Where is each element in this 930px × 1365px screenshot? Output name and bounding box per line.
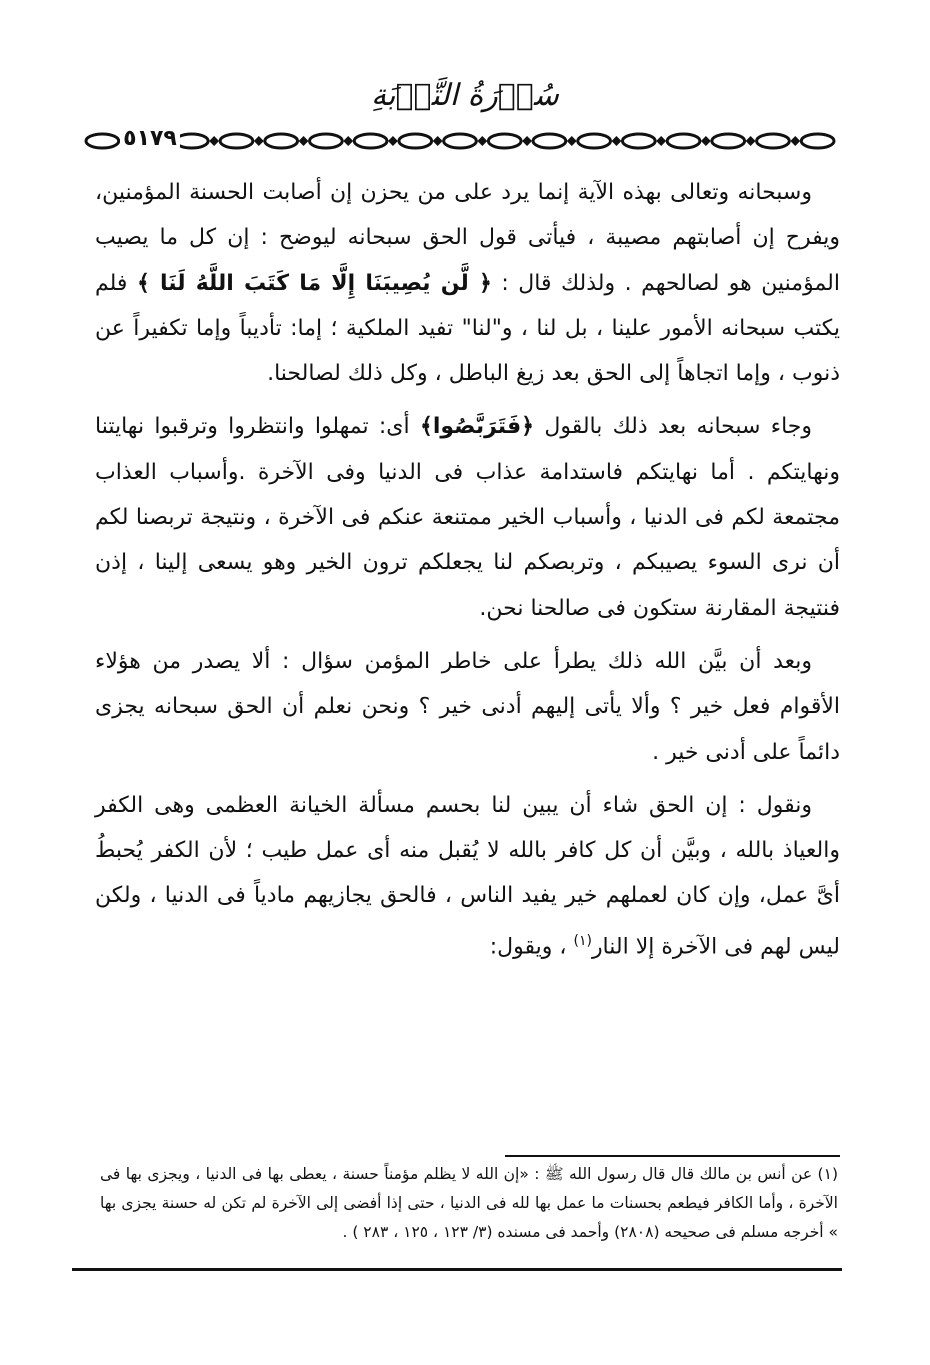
paragraph-4-text-a: ونقول : إن الحق شاء أن يبين لنا بحسم مسألة الخيانة العظمى وهى الكفر والعياذ بالله ، وبيَّن أن كل كافر بالله لا يُقبل منه أى عمل طيب ؛ لأن الكفر يُحبطُ أىَّ عمل، وإن كان لعملهم خير يفيد الناس ، فالحق يجازيهم مادياً فى الدنيا ، ولكن ليس لهم فى الآخرة إلا النار (95, 792, 840, 960)
ornament-diamond (746, 136, 756, 146)
ornament-diamond (701, 136, 711, 146)
ornament-link (86, 134, 119, 148)
paragraph-3: وبعد أن بيَّن الله ذلك يطرأ على خاطر المؤمن سؤال : ألا يصدر من هؤلاء الأقوام فعل خير ؟ وألا يأتى إليهم أدنى خير ؟ ونحن نعلم أن الحق سبحانه يجزى دائماً على أدنى خير . (95, 648, 840, 765)
ornament-link (175, 134, 208, 148)
paragraph-2 (95, 404, 840, 630)
ornament-link (444, 134, 477, 148)
ornament-diamond (433, 136, 443, 146)
ornament-link (310, 134, 343, 148)
paragraph-1-text-a: وسبحانه وتعالى بهذه الآية إنما يرد على من يحزن إن أصابت الحسنة المؤمنين، ويفرح إن أصابتهم مصيبة ، فيأتى قول الحق سبحانه ليوضح : إن كل ما يصيب المؤمنين هو لصالحهم . ولذلك قال : (95, 180, 840, 296)
ornament-diamond (612, 136, 622, 146)
ornament-diamond (790, 136, 800, 146)
ornament-diamond (343, 136, 353, 146)
ornament-link (622, 134, 655, 148)
paragraph-1 (95, 170, 840, 396)
page-number: ٥١٧٩ (120, 124, 180, 154)
surah-title: سُوۡرَةُ التَّوۡبَةِ (371, 78, 559, 113)
footnote-reference: (١) (573, 932, 592, 949)
paragraph-1-text-b: فلم يكتب سبحانه الأمور علينا ، بل لنا ، و"لنا" تفيد الملكية ؛ إما: تأديباً وإما تكفيراً عن ذنوب ، وإما اتجاهاً إلى الحق بعد زيغ الباطل ، وكل ذلك لصالحنا. (95, 270, 840, 387)
ornament-diamond (254, 136, 264, 146)
ornament-link (667, 134, 700, 148)
ornament-link (399, 134, 432, 148)
paragraph-4 (95, 783, 840, 970)
ornament-link (220, 134, 253, 148)
footnote: (١) عن أنس بن مالك قال قال رسول الله ﷺ : «إن الله لا يظلم مؤمناً حسنة ، يعطى بها فى الدنيا ، ويجزى بها فى الآخرة ، وأما الكافر فيطعم بحسنات ما عمل بها لله فى الدنيا ، حتى إذا أفضى إلى الآخرة لم تكن له حسنة يجزى بها » أخرجه مسلم فى صحيحه (٢٨٠٨) وأحمد فى مسنده (٣/ ١٢٣ ، ١٢٥ ، ٢٨٣ ) . (100, 1165, 838, 1241)
bottom-border-line (72, 1268, 842, 1271)
ornament-link (354, 134, 387, 148)
ornament-link (757, 134, 790, 148)
ornament-link (712, 134, 745, 148)
ornament-link (578, 134, 611, 148)
paragraph-2-text-a: وجاء سبحانه بعد ذلك بالقول (534, 414, 812, 440)
ornament-diamond (388, 136, 398, 146)
quran-verse-2: ﴿فَتَرَبَّصُوا﴾ (419, 414, 535, 440)
ornament-link (488, 134, 521, 148)
ornament-link (265, 134, 298, 148)
footnote-divider (505, 1155, 840, 1157)
ornament-diamond (209, 136, 219, 146)
ornament-diamond (299, 136, 309, 146)
paragraph-4-text-b: ، ويقول: (489, 934, 574, 960)
ornament-link (801, 134, 834, 148)
quran-verse-1: ﴿ لَّن يُصِيبَنَا إِلَّا مَا كَتَبَ اللَّهُ لَنَا ﴾ (136, 270, 492, 296)
ornament-diamond (522, 136, 532, 146)
paragraph-2-text-b: أى: تمهلوا وانتظروا وترقبوا نهايتنا ونهايتكم . أما نهايتكم فاستدامة عذاب فى الدنيا وفى الآخرة .وأسباب العذاب مجتمعة لكم فى الدنيا ، وأسباب الخير ممتنعة عنكم فى الآخرة ، ونتيجة تربصنا لكم أن نرى السوء يصيبكم ، وتربصكم لنا يجعلكم ترون الخير وهو يسعى إلينا ، إذن فنتيجة المقارنة ستكون فى صالحنا نحن. (95, 414, 840, 621)
ornament-diamond (656, 136, 666, 146)
main-text (95, 170, 840, 969)
ornament-link (533, 134, 566, 148)
ornament-diamond (567, 136, 577, 146)
header-ornament-border (80, 128, 840, 154)
ornament-diamond (477, 136, 487, 146)
